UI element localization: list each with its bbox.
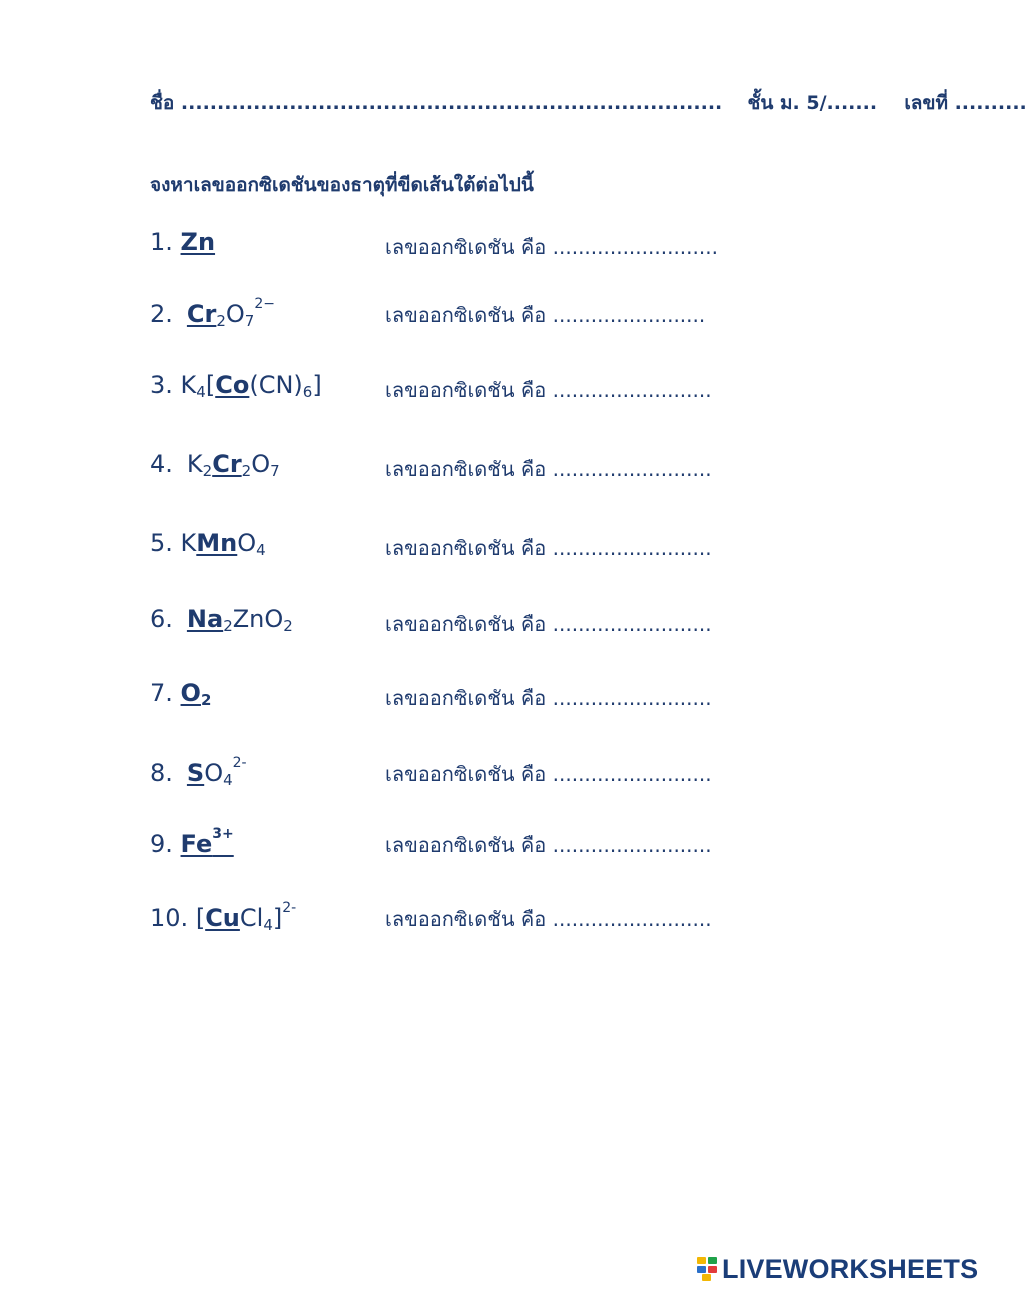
formula-text: K	[180, 529, 197, 557]
answer-blank-5[interactable]: เลขออกซิเดชัน คือ .........................	[385, 536, 712, 560]
underlined-element: Co	[215, 371, 250, 399]
charge: 3+	[212, 826, 234, 842]
subscript: 4	[263, 916, 273, 934]
formula-text: K	[180, 371, 197, 399]
logo-blocks-icon	[697, 1257, 719, 1281]
formula-8	[150, 755, 247, 789]
formula-text: (CN)	[249, 371, 303, 399]
formula-4	[150, 450, 280, 480]
subscript: 7	[270, 462, 280, 480]
question-number: 7.	[150, 679, 173, 707]
question-number: 5.	[150, 529, 173, 557]
student-number-field[interactable]: เลขที่ ..........	[904, 92, 1027, 114]
logo-text: LIVEWORKSHEETS	[722, 1253, 979, 1284]
question-number: 6.	[150, 605, 173, 633]
charge: 2−	[254, 296, 275, 312]
subscript: 2	[200, 691, 212, 709]
element-symbol: O	[180, 679, 201, 707]
subscript: 4	[256, 541, 266, 559]
question-row-6	[150, 605, 850, 645]
question-row-8	[150, 755, 850, 795]
underlined-element: Zn	[180, 228, 216, 256]
answer-blank-7[interactable]: เลขออกซิเดชัน คือ .........................	[385, 686, 712, 710]
formula-5	[150, 529, 266, 559]
formula-text: Cl	[239, 904, 264, 932]
question-row-1	[150, 228, 850, 268]
formula-3	[150, 371, 322, 401]
element-symbol: Fe	[180, 830, 213, 858]
formula-text: O	[251, 450, 271, 478]
underlined-element	[180, 826, 234, 858]
subscript: 2	[283, 617, 293, 635]
question-row-7	[150, 679, 850, 719]
underlined-element: S	[186, 759, 205, 787]
liveworksheets-logo	[697, 1255, 978, 1283]
formula-text: O	[225, 300, 245, 328]
name-field[interactable]: ชื่อ ...........................................................................	[150, 92, 723, 114]
bracket: ]	[272, 904, 283, 932]
bracket: [	[205, 371, 216, 399]
answer-blank-3[interactable]: เลขออกซิเดชัน คือ .........................	[385, 378, 712, 402]
formula-9	[150, 826, 234, 858]
question-row-5	[150, 529, 850, 569]
formula-text: O	[237, 529, 257, 557]
formula-text: ZnO	[232, 605, 284, 633]
answer-blank-8[interactable]: เลขออกซิเดชัน คือ .........................	[385, 762, 712, 786]
subscript: 6	[302, 383, 313, 401]
formula-1	[150, 228, 215, 256]
subscript: 2	[202, 462, 213, 480]
logo-block	[702, 1274, 711, 1281]
subscript: 2	[223, 617, 233, 635]
underlined-element: Cr	[186, 300, 217, 328]
charge: 2-	[232, 755, 247, 771]
question-row-3	[150, 371, 850, 411]
question-number: 10.	[150, 904, 189, 932]
question-number: 4.	[150, 450, 173, 478]
underlined-element: Mn	[196, 529, 238, 557]
instruction-text: จงหาเลขออกซิเดชันของธาตุที่ขีดเส้นใต้ต่อไปนี้	[150, 174, 534, 196]
question-number: 9.	[150, 830, 173, 858]
bracket: ]	[312, 371, 322, 399]
class-field[interactable]: ชั้น ม. 5/.......	[747, 92, 878, 114]
answer-blank-10[interactable]: เลขออกซิเดชัน คือ .........................	[385, 907, 712, 931]
answer-blank-4[interactable]: เลขออกซิเดชัน คือ .........................	[385, 457, 712, 481]
underlined-element: Cu	[205, 904, 240, 932]
question-number: 1.	[150, 228, 173, 256]
subscript: 7	[244, 312, 255, 330]
subscript: 2	[216, 312, 226, 330]
charge: 2-	[282, 900, 297, 916]
formula-2	[150, 296, 275, 330]
underlined-element: Na	[186, 605, 224, 633]
question-number: 3.	[150, 371, 173, 399]
answer-blank-9[interactable]: เลขออกซิเดชัน คือ .........................	[385, 833, 712, 857]
question-row-9	[150, 826, 850, 866]
answer-blank-6[interactable]: เลขออกซิเดชัน คือ .........................	[385, 612, 712, 636]
formula-text: K	[186, 450, 203, 478]
question-number: 8.	[150, 759, 173, 787]
answer-blank-1[interactable]: เลขออกซิเดชัน คือ ..........................	[385, 235, 718, 259]
question-row-10	[150, 900, 850, 940]
subscript: 4	[196, 383, 206, 401]
question-row-4	[150, 450, 850, 490]
underlined-element: Cr	[212, 450, 242, 478]
question-row-2	[150, 296, 850, 336]
logo-block	[697, 1266, 706, 1273]
subscript: 2	[241, 462, 252, 480]
student-info-header	[150, 88, 1027, 118]
subscript: 4	[223, 771, 233, 789]
question-number: 2.	[150, 300, 173, 328]
formula-7	[150, 679, 211, 709]
logo-block	[708, 1266, 717, 1273]
underlined-element	[181, 679, 212, 707]
logo-block	[708, 1257, 717, 1264]
bracket: [	[195, 904, 206, 932]
formula-text: O	[204, 759, 224, 787]
logo-block	[697, 1257, 706, 1264]
answer-blank-2[interactable]: เลขออกซิเดชัน คือ ........................	[385, 303, 706, 327]
formula-10	[150, 900, 296, 934]
formula-6	[150, 605, 293, 635]
